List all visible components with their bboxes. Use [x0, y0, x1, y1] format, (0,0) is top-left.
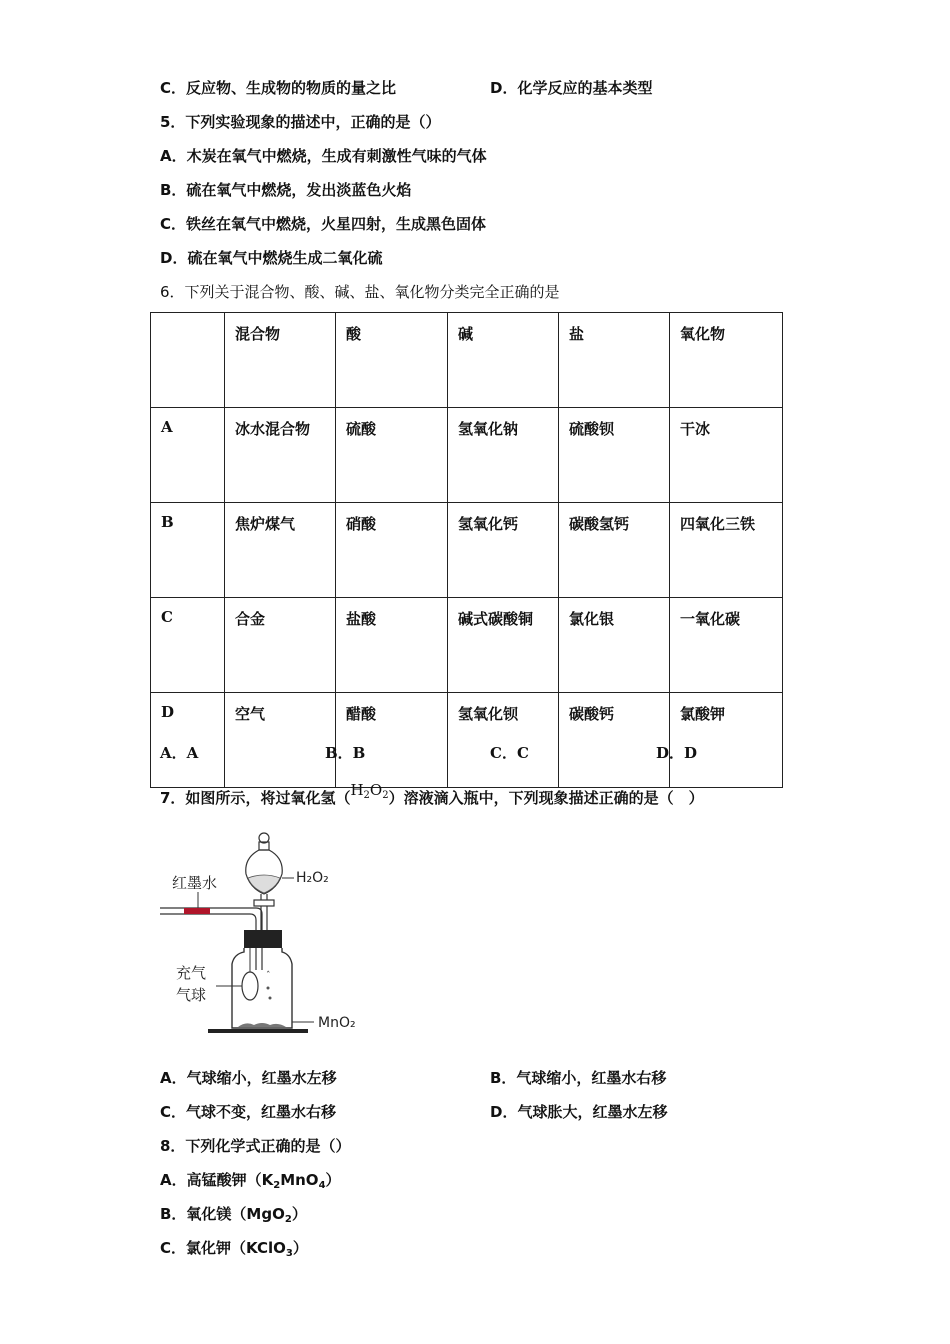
- q6-option-d: D．D: [656, 744, 698, 762]
- q7-option-a: A．气球缩小，红墨水左移: [160, 1069, 337, 1087]
- table-cell: 碳酸钙: [559, 693, 670, 788]
- q8-option-b: [160, 1204, 307, 1230]
- table-header-cell: 碱: [448, 313, 559, 408]
- formula-sub: 2: [382, 790, 389, 801]
- label-balloon-2: 气球: [176, 986, 207, 1004]
- table-row-label: A: [151, 408, 225, 503]
- red-ink-drop: [184, 908, 210, 914]
- q8-b-pre: B．氧化镁（MgO: [160, 1205, 285, 1223]
- q7-stem-pre: 7．如图所示，将过氧化氢（: [160, 789, 351, 807]
- table-row: [151, 693, 783, 788]
- table-cell: 一氧化碳: [670, 598, 783, 693]
- table-header-row: [151, 313, 783, 408]
- q8-a-post: ）: [325, 1171, 341, 1189]
- table-header-cell: [151, 313, 225, 408]
- table-header-cell: 盐: [559, 313, 670, 408]
- table-row: [151, 598, 783, 693]
- table-cell: 合金: [225, 598, 336, 693]
- h2o2-liquid: [248, 875, 280, 893]
- drop-mark: [269, 997, 272, 1000]
- table-header-cell: 氧化物: [670, 313, 783, 408]
- q7-stem-post: ）溶液滴入瓶中，下列现象描述正确的是（ ）: [388, 789, 704, 807]
- q6-option-a: A．A: [160, 744, 199, 762]
- q5-stem: 5．下列实验现象的描述中，正确的是（）: [160, 113, 441, 131]
- q6-option-b: B．B: [325, 744, 366, 762]
- q7-option-d: D．气球胀大，红墨水左移: [490, 1103, 668, 1121]
- label-h2o2: H₂O₂: [296, 870, 329, 886]
- q5-option-b: B．硫在氧气中燃烧，发出淡蓝色火焰: [160, 181, 412, 199]
- mno2-solid: [238, 1023, 286, 1027]
- apparatus-figure: [158, 828, 378, 1038]
- label-red-ink: 红墨水: [172, 874, 218, 892]
- label-balloon-1: 充气: [176, 964, 207, 982]
- formula-sub: 4: [318, 1180, 326, 1191]
- table-cell: 冰水混合物: [225, 408, 336, 503]
- table-row: [151, 503, 783, 598]
- table-header-cell: 混合物: [225, 313, 336, 408]
- table-cell: 氯化银: [559, 598, 670, 693]
- table-cell: 盐酸: [336, 598, 448, 693]
- table-cell: 碱式碳酸铜: [448, 598, 559, 693]
- q4-option-d: D．化学反应的基本类型: [490, 79, 653, 97]
- table-cell: 四氧化三铁: [670, 503, 783, 598]
- q8-b-post: ）: [291, 1205, 307, 1223]
- table-cell: 氢氧化钙: [448, 503, 559, 598]
- q8-c-pre: C．氯化钾（KClO: [160, 1239, 286, 1257]
- table-cell: 氯酸钾: [670, 693, 783, 788]
- q8-option-a: [160, 1170, 341, 1196]
- q5-option-c: C．铁丝在氧气中燃烧，火星四射，生成黑色固体: [160, 215, 487, 233]
- table-cell: 碳酸氢钙: [559, 503, 670, 598]
- table-row: [151, 408, 783, 503]
- table-row-label: C: [151, 598, 225, 693]
- drop-mark: [267, 987, 270, 990]
- q8-a-pre: A．高锰酸钾（K: [160, 1171, 274, 1189]
- formula-sub: 2: [363, 790, 370, 801]
- table-row-label: B: [151, 503, 225, 598]
- table-cell: 焦炉煤气: [225, 503, 336, 598]
- formula-o: O: [369, 781, 383, 799]
- q8-stem: 8．下列化学式正确的是（）: [160, 1137, 351, 1155]
- classification-table: [150, 312, 783, 788]
- formula-h: H: [350, 781, 364, 799]
- stopcock: [254, 900, 274, 906]
- table-row-label: D: [151, 693, 225, 788]
- h2o2-formula: [350, 781, 388, 799]
- table-cell: 干冰: [670, 408, 783, 503]
- label-mno2: MnO₂: [318, 1015, 356, 1031]
- q8-c-post: ）: [292, 1239, 308, 1257]
- q5-option-a: A．木炭在氧气中燃烧，生成有刺激性气味的气体: [160, 147, 487, 165]
- table-cell: 醋酸: [336, 693, 448, 788]
- q6-option-c: C．C: [490, 744, 529, 762]
- q4-option-c: C．反应物、生成物的物质的量之比: [160, 79, 397, 97]
- table-cell: 氢氧化钠: [448, 408, 559, 503]
- rubber-stopper: [244, 930, 282, 948]
- formula-sub: 2: [273, 1180, 281, 1191]
- q8-a-mid: MnO: [280, 1171, 319, 1189]
- formula-sub: 3: [285, 1248, 293, 1259]
- formula-sub: 2: [284, 1214, 292, 1225]
- q8-option-c: [160, 1238, 308, 1264]
- table-cell: 硝酸: [336, 503, 448, 598]
- table-cell: 空气: [225, 693, 336, 788]
- table-cell: 氢氧化钡: [448, 693, 559, 788]
- q7-stem: [160, 781, 704, 814]
- table-cell: 硫酸钡: [559, 408, 670, 503]
- q6-stem: 6．下列关于混合物、酸、碱、盐、氧化物分类完全正确的是: [160, 283, 560, 301]
- table-header-cell: 酸: [336, 313, 448, 408]
- q5-option-d: D．硫在氧气中燃烧生成二氧化硫: [160, 249, 383, 267]
- balloon: [242, 972, 258, 1000]
- q7-option-b: B．气球缩小，红墨水右移: [490, 1069, 667, 1087]
- q7-option-c: C．气球不变，红墨水右移: [160, 1103, 337, 1121]
- drop-mark: ˆ: [266, 971, 271, 981]
- table-cell: 硫酸: [336, 408, 448, 503]
